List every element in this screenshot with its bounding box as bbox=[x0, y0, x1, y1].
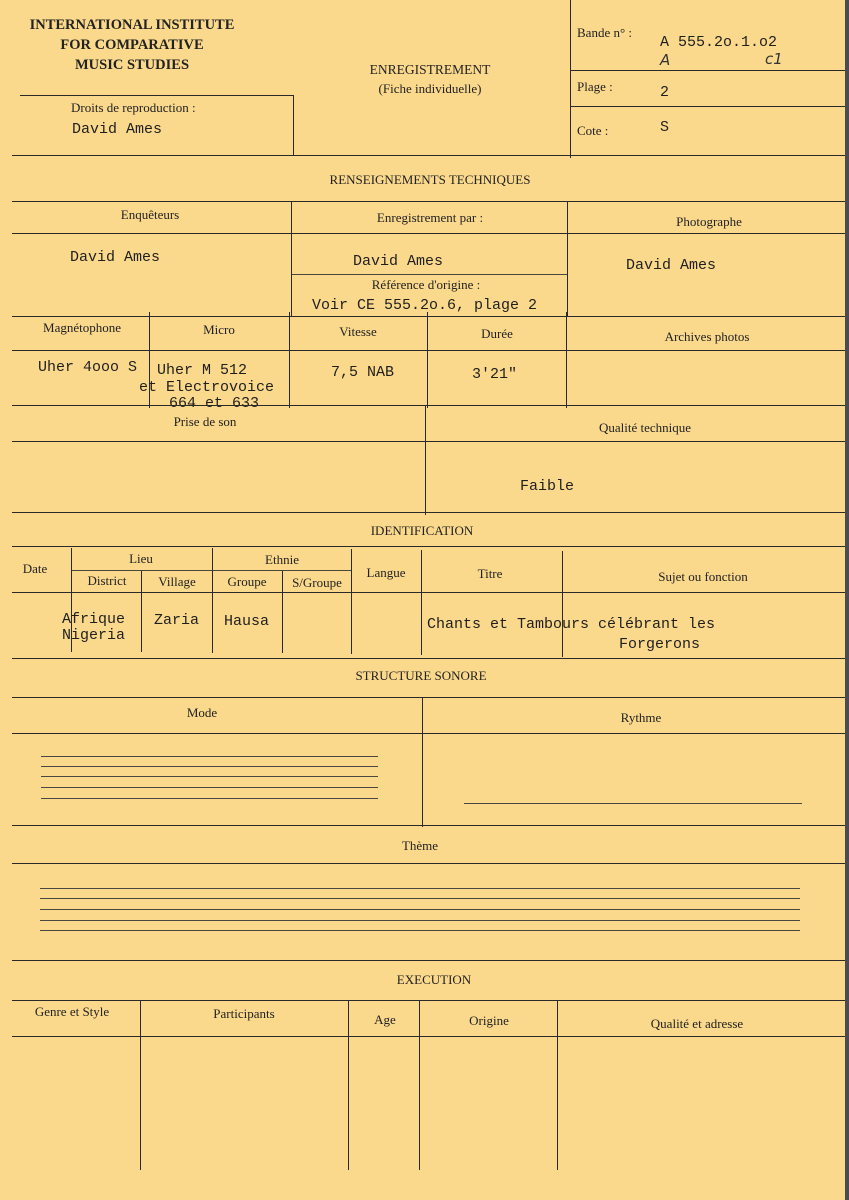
institute-line: MUSIC STUDIES bbox=[74, 57, 190, 73]
sgroupe-label: S/Groupe bbox=[292, 575, 342, 590]
exec-col-3 bbox=[419, 1000, 420, 1170]
theme-writing-line bbox=[40, 920, 800, 921]
header-right-divider bbox=[570, 0, 571, 158]
mode-writing-line bbox=[41, 766, 378, 767]
mode-writing-line bbox=[41, 776, 378, 777]
institute-line: INTERNATIONAL INSTITUTE bbox=[29, 17, 235, 33]
rights-value: David Ames bbox=[72, 121, 163, 138]
exec-col-4 bbox=[557, 1000, 558, 1170]
titre-label: Titre bbox=[477, 566, 503, 581]
micro-value-line: Uher M 512 bbox=[157, 362, 248, 379]
header-bottom-rule bbox=[12, 155, 849, 156]
institute-line: FOR COMPARATIVE bbox=[60, 37, 204, 53]
prise-label: Prise de son bbox=[173, 414, 237, 429]
technique-title-rule bbox=[12, 201, 849, 202]
ident-col-3 bbox=[212, 548, 213, 653]
vitesse-value: 7,5 NAB bbox=[331, 364, 395, 381]
bande-handwritten-a: A bbox=[660, 51, 671, 69]
institute-name bbox=[12, 15, 252, 75]
rythme-label: Rythme bbox=[620, 710, 662, 725]
ident-col-5 bbox=[351, 549, 352, 654]
photographe-label: Photographe bbox=[676, 214, 742, 229]
tech-col-1 bbox=[291, 201, 292, 316]
equip-col-3 bbox=[427, 312, 428, 408]
mode-header-rule bbox=[12, 733, 849, 734]
adresse-label: Qualité et adresse bbox=[650, 1016, 744, 1031]
district-value-line: Nigeria bbox=[62, 627, 126, 644]
ident-col-2 bbox=[141, 571, 142, 652]
mode-label: Mode bbox=[186, 705, 218, 720]
mode-bottom-rule bbox=[12, 825, 849, 826]
plage-rule bbox=[570, 106, 849, 107]
theme-label: Thème bbox=[401, 838, 439, 853]
identification-header-rule bbox=[12, 592, 849, 593]
prise-header-rule bbox=[12, 441, 849, 442]
exec-col-1 bbox=[140, 1000, 141, 1170]
origine-label: Origine bbox=[469, 1013, 509, 1028]
reference-label: Référence d'origine : bbox=[371, 277, 481, 292]
identification-title-rule bbox=[12, 546, 849, 547]
rights-box-right bbox=[293, 95, 294, 155]
village-value: Zaria bbox=[154, 612, 200, 629]
technique-bottom-rule bbox=[12, 512, 849, 513]
archives-label: Archives photos bbox=[664, 329, 750, 344]
ident-col-6 bbox=[421, 550, 422, 655]
langue-label: Langue bbox=[366, 565, 406, 580]
cote-label: Cote : bbox=[577, 123, 609, 138]
magnetophone-label: Magnétophone bbox=[43, 320, 121, 335]
date-label: Date bbox=[22, 561, 48, 576]
plage-label: Plage : bbox=[577, 79, 613, 94]
ident-col-4 bbox=[282, 571, 283, 653]
enregistrement-label: Enregistrement par : bbox=[376, 210, 484, 225]
plage-value: 2 bbox=[660, 84, 670, 101]
equip-col-2 bbox=[289, 312, 290, 408]
genre-label: Genre et Style bbox=[34, 1004, 110, 1019]
bande-rule bbox=[570, 70, 849, 71]
enqueteurs-value: David Ames bbox=[70, 249, 161, 266]
equipment-top-rule bbox=[12, 316, 849, 317]
village-label: Village bbox=[158, 574, 196, 589]
rights-label: Droits de reproduction : bbox=[71, 100, 196, 115]
bande-value: A 555.2o.1.o2 bbox=[660, 34, 778, 51]
magnetophone-value: Uher 4ooo S bbox=[38, 359, 138, 376]
participants-label: Participants bbox=[213, 1006, 275, 1021]
card-edge-shadow bbox=[845, 0, 849, 1200]
mode-rythme-divider bbox=[422, 697, 423, 827]
reference-value: Voir CE 555.2o.6, plage 2 bbox=[312, 297, 538, 314]
equip-col-4 bbox=[566, 312, 567, 408]
titre-value-line: Chants et Tambours célébrant les bbox=[427, 616, 716, 633]
technique-section-title: RENSEIGNEMENTS TECHNIQUES bbox=[329, 172, 531, 187]
technique-header-rule bbox=[12, 233, 849, 234]
tech-col-2 bbox=[567, 201, 568, 316]
age-label: Age bbox=[374, 1012, 396, 1027]
reference-rule bbox=[292, 274, 567, 275]
theme-bottom-rule bbox=[12, 960, 849, 961]
execution-header-rule bbox=[12, 1036, 849, 1037]
rythme-writing-line bbox=[464, 803, 802, 804]
theme-writing-line bbox=[40, 909, 800, 910]
qualite-value: Faible bbox=[520, 478, 575, 495]
equipment-bottom-rule bbox=[12, 405, 849, 406]
form-title: ENREGISTREMENT bbox=[369, 62, 491, 77]
vitesse-label: Vitesse bbox=[339, 324, 377, 339]
mode-writing-line bbox=[41, 756, 378, 757]
form-subtitle: (Fiche individuelle) bbox=[378, 81, 482, 96]
execution-title-rule bbox=[12, 1000, 849, 1001]
groupe-value: Hausa bbox=[224, 613, 270, 630]
micro-value-line: 664 et 633 bbox=[169, 395, 260, 412]
theme-writing-line bbox=[40, 898, 800, 899]
bande-handwritten-c1: c1 bbox=[765, 50, 783, 68]
duree-value: 3'21" bbox=[472, 366, 518, 383]
titre-value-line: Forgerons bbox=[619, 636, 701, 653]
lieu-label: Lieu bbox=[129, 551, 153, 566]
enqueteurs-label: Enquêteurs bbox=[120, 207, 180, 222]
enregistrement-value: David Ames bbox=[353, 253, 444, 270]
execution-section-title: EXECUTION bbox=[396, 972, 472, 987]
structure-title-rule bbox=[12, 697, 849, 698]
mode-writing-line bbox=[41, 798, 378, 799]
duree-label: Durée bbox=[481, 326, 513, 341]
photographe-value: David Ames bbox=[626, 257, 717, 274]
prise-qualite-divider bbox=[425, 405, 426, 515]
exec-col-2 bbox=[348, 1000, 349, 1170]
structure-section-title: STRUCTURE SONORE bbox=[355, 668, 487, 683]
micro-value-line: et Electrovoice bbox=[139, 379, 275, 396]
district-label: District bbox=[87, 573, 127, 588]
qualite-label: Qualité technique bbox=[598, 420, 692, 435]
bande-label: Bande n° : bbox=[577, 25, 633, 40]
cote-value: S bbox=[660, 119, 670, 136]
theme-writing-line bbox=[40, 888, 800, 889]
identification-bottom-rule bbox=[12, 658, 849, 659]
sujet-label: Sujet ou fonction bbox=[658, 569, 748, 584]
rights-box-top bbox=[20, 95, 294, 96]
ethnie-label: Ethnie bbox=[265, 552, 299, 567]
ident-col-7 bbox=[562, 551, 563, 657]
micro-label: Micro bbox=[203, 322, 235, 337]
theme-writing-line bbox=[40, 930, 800, 931]
equipment-header-rule bbox=[12, 350, 849, 351]
lieu-ethnie-subrule bbox=[71, 570, 351, 571]
mode-writing-line bbox=[41, 787, 378, 788]
groupe-label: Groupe bbox=[227, 574, 267, 589]
identification-section-title: IDENTIFICATION bbox=[370, 523, 474, 538]
theme-header-rule bbox=[12, 863, 849, 864]
district-value-line: Afrique bbox=[62, 611, 126, 628]
